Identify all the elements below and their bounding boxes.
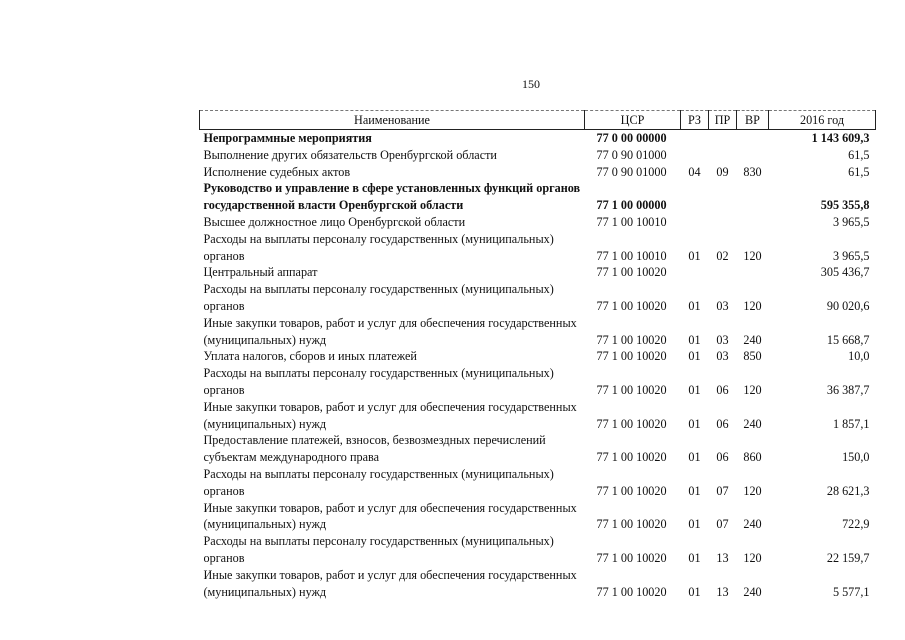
cell-csr: 77 1 00 10020: [596, 517, 667, 532]
cell-pr: [709, 147, 737, 164]
cell-vr: 850: [743, 349, 762, 364]
cell-rz: 04: [688, 164, 701, 179]
cell-vr: [737, 130, 769, 147]
cell-sum: 305 436,7: [820, 265, 870, 280]
cell-name: Выполнение других обязательств Оренбургской области: [203, 147, 497, 162]
cell-rz: [681, 147, 709, 164]
cell-rz: 01: [688, 584, 701, 599]
cell-sum: 3 965,5: [832, 248, 870, 263]
table-row: [200, 130, 876, 147]
cell-sum: 22 159,7: [826, 550, 870, 565]
table-row: [200, 281, 876, 315]
cell-csr: 77 0 90 01000: [596, 164, 667, 179]
cell-csr: 77 1 00 10020: [596, 450, 667, 465]
cell-rz: 01: [688, 416, 701, 431]
cell-csr: 77 1 00 10020: [596, 382, 667, 397]
cell-name: Расходы на выплаты персоналу государственных (муниципальных) органов: [203, 534, 554, 565]
cell-vr: 860: [743, 450, 762, 465]
cell-name: Руководство и управление в сфере установленных функций органов государственной власти Оренбургской области: [203, 181, 581, 213]
cell-name: Иные закупки товаров, работ и услуг для обеспечения государственных (муниципальных) нужд: [203, 500, 577, 532]
cell-name: Непрограммные мероприятия: [203, 131, 372, 145]
table-row: [200, 432, 876, 466]
page-number: 150: [522, 77, 540, 91]
cell-sum: 61,5: [848, 164, 870, 179]
cell-name: Уплата налогов, сборов и иных платежей: [203, 349, 417, 364]
header-rz: РЗ: [681, 111, 709, 130]
table-row: [200, 214, 876, 231]
cell-vr: [737, 214, 769, 231]
cell-csr: 77 1 00 10020: [596, 265, 667, 280]
cell-rz: [681, 180, 709, 214]
cell-rz: 01: [688, 382, 701, 397]
cell-csr: 77 1 00 10020: [596, 332, 667, 347]
cell-name: Иные закупки товаров, работ и услуг для обеспечения государственных (муниципальных) нужд: [203, 315, 577, 347]
cell-rz: [681, 130, 709, 147]
cell-name: Высшее должностное лицо Оренбургской области: [203, 214, 466, 229]
cell-pr: [709, 130, 737, 147]
cell-pr: 13: [716, 550, 729, 565]
header-name: Наименование: [200, 111, 585, 130]
cell-rz: 01: [688, 332, 701, 347]
cell-rz: 01: [688, 550, 701, 565]
cell-vr: 240: [743, 332, 762, 347]
cell-pr: 09: [716, 164, 729, 179]
cell-sum: 28 621,3: [826, 483, 870, 498]
cell-name: Исполнение судебных актов: [203, 164, 351, 179]
cell-rz: 01: [688, 248, 701, 263]
cell-vr: 240: [743, 416, 762, 431]
cell-name: Расходы на выплаты персоналу государственных (муниципальных) органов: [203, 231, 554, 263]
cell-name: Иные закупки товаров, работ и услуг для обеспечения государственных (муниципальных) нужд: [203, 567, 577, 599]
cell-pr: [709, 180, 737, 214]
cell-csr: 77 1 00 10020: [596, 584, 667, 599]
cell-pr: 03: [716, 349, 729, 364]
cell-vr: [737, 180, 769, 214]
table-row: [200, 315, 876, 349]
cell-pr: 06: [716, 416, 729, 431]
cell-pr: 06: [716, 450, 729, 465]
cell-sum: 150,0: [842, 450, 870, 465]
cell-pr: [709, 214, 737, 231]
cell-pr: 07: [716, 483, 729, 498]
cell-rz: 01: [688, 298, 701, 313]
cell-pr: [709, 264, 737, 281]
table-header-row: [200, 111, 876, 130]
cell-pr: 02: [716, 248, 729, 263]
cell-sum: 15 668,7: [826, 332, 870, 347]
cell-csr: 77 1 00 00000: [596, 198, 667, 213]
cell-csr: 77 0 00 00000: [596, 131, 667, 145]
table-row: [200, 466, 876, 500]
cell-vr: 120: [743, 483, 762, 498]
cell-sum: 722,9: [842, 517, 870, 532]
cell-vr: 120: [743, 550, 762, 565]
cell-pr: 13: [716, 584, 729, 599]
header-vr: ВР: [737, 111, 769, 130]
cell-sum: 36 387,7: [826, 382, 870, 397]
cell-vr: 120: [743, 248, 762, 263]
header-pr: ПР: [709, 111, 737, 130]
cell-name: Расходы на выплаты персоналу государственных (муниципальных) органов: [203, 366, 554, 397]
cell-sum: 10,0: [848, 349, 870, 364]
table-row: [200, 500, 876, 534]
cell-sum: 61,5: [848, 147, 870, 162]
cell-csr: 77 1 00 10020: [596, 550, 667, 565]
table-row: [200, 147, 876, 164]
cell-csr: 77 1 00 10010: [596, 248, 667, 263]
cell-csr: 77 1 00 10020: [596, 298, 667, 313]
cell-vr: 830: [743, 164, 762, 179]
cell-vr: 120: [743, 298, 762, 313]
table-body: [200, 130, 876, 601]
cell-vr: 240: [743, 517, 762, 532]
cell-csr: 77 1 00 10020: [596, 349, 667, 364]
table-row: [200, 264, 876, 281]
cell-rz: [681, 264, 709, 281]
cell-name: Центральный аппарат: [203, 265, 318, 280]
table-row: [200, 365, 876, 399]
cell-name: Предоставление платежей, взносов, безвозмездных перечислений субъектам международного права: [203, 433, 546, 465]
cell-name: Расходы на выплаты персоналу государственных (муниципальных) органов: [203, 466, 554, 498]
cell-pr: 07: [716, 517, 729, 532]
cell-rz: [681, 214, 709, 231]
cell-sum: 1 143 609,3: [811, 131, 870, 145]
cell-rz: 01: [688, 517, 701, 532]
budget-table: [199, 110, 876, 600]
table-row: [200, 399, 876, 433]
cell-sum: 595 355,8: [820, 198, 870, 213]
table-row: [200, 164, 876, 181]
table-row: [200, 348, 876, 365]
cell-pr: 03: [716, 298, 729, 313]
cell-name: Расходы на выплаты персоналу государственных (муниципальных) органов: [203, 282, 554, 313]
cell-name: Иные закупки товаров, работ и услуг для обеспечения государственных (муниципальных) нужд: [203, 399, 577, 431]
cell-rz: 01: [688, 349, 701, 364]
cell-vr: [737, 264, 769, 281]
cell-rz: 01: [688, 450, 701, 465]
table-row: [200, 567, 876, 601]
cell-sum: 1 857,1: [832, 416, 870, 431]
cell-csr: 77 0 90 01000: [596, 147, 667, 162]
cell-csr: 77 1 00 10020: [596, 483, 667, 498]
cell-vr: 240: [743, 584, 762, 599]
cell-pr: 03: [716, 332, 729, 347]
cell-vr: 120: [743, 382, 762, 397]
table-row: [200, 533, 876, 567]
cell-csr: 77 1 00 10010: [596, 214, 667, 229]
table-row: [200, 231, 876, 265]
cell-csr: 77 1 00 10020: [596, 416, 667, 431]
header-sum: 2016 год: [769, 111, 876, 130]
cell-pr: 06: [716, 382, 729, 397]
cell-sum: 3 965,5: [832, 214, 870, 229]
table-row: [200, 180, 876, 214]
cell-rz: 01: [688, 483, 701, 498]
cell-vr: [737, 147, 769, 164]
cell-sum: 5 577,1: [832, 584, 870, 599]
cell-sum: 90 020,6: [826, 298, 870, 313]
header-csr: ЦСР: [585, 111, 681, 130]
